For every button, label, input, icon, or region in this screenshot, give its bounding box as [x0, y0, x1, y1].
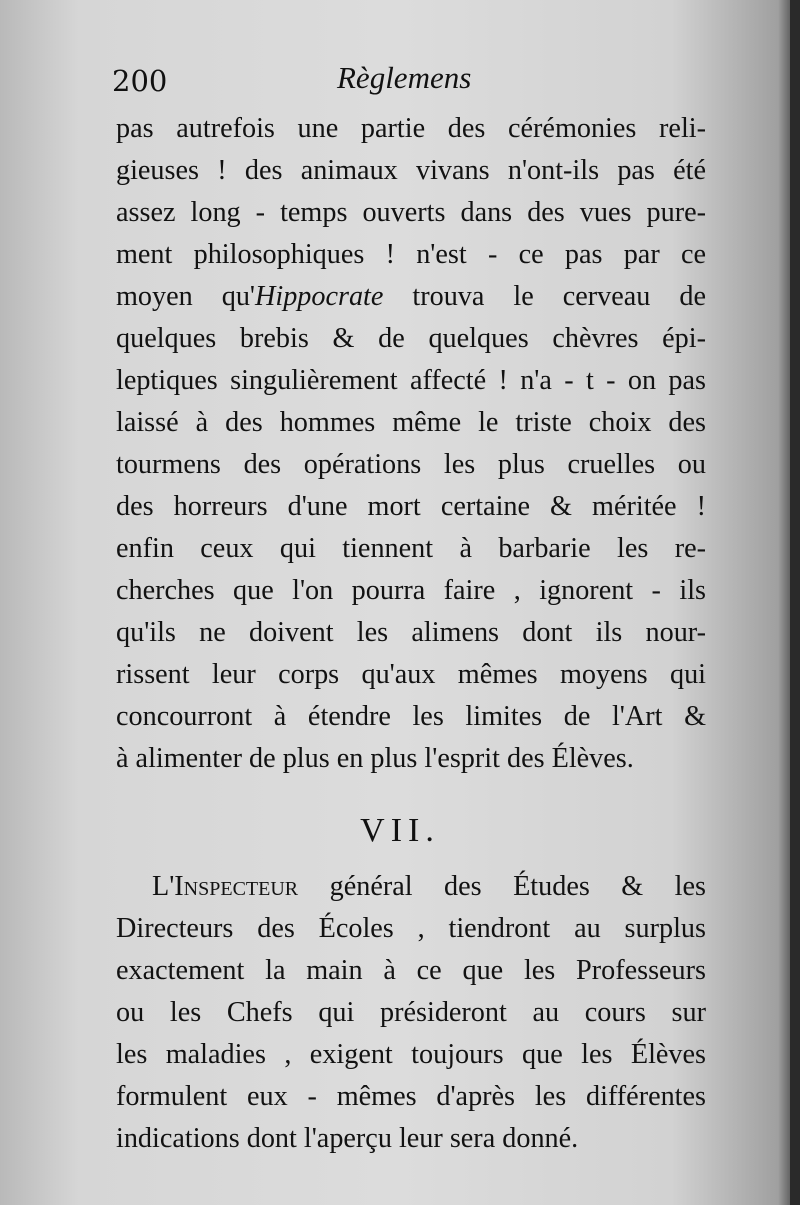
page-edge-shadow — [778, 0, 790, 1205]
text-line: exactement la main à ce que les Professeurs — [116, 955, 706, 986]
running-title: Règlemens — [337, 60, 472, 95]
text-line: enfin ceux qui tiennent à barbarie les re- — [116, 533, 706, 564]
text-line: indications dont l'aperçu leur sera donné. — [116, 1123, 579, 1154]
text-line: leptiques singulièrement affecté ! n'a - t - on pas — [116, 365, 706, 396]
text-line: laissé à des hommes même le triste choix des — [116, 407, 706, 438]
text-line: des horreurs d'une mort certaine & méritée ! — [116, 491, 706, 522]
page-number: 200 — [112, 64, 168, 98]
text-line: pas autrefois une partie des cérémonies reli- — [116, 113, 706, 144]
text-line: qu'ils ne doivent les alimens dont ils nour- — [116, 617, 706, 648]
text-line: assez long - temps ouverts dans des vues pure- — [116, 197, 706, 228]
paragraph-one — [116, 108, 706, 780]
text-line: formulent eux - mêmes d'après les différentes — [116, 1081, 706, 1112]
text-fragment: moyen qu'Hippocrate trouva le cerveau de — [116, 281, 706, 312]
text-line: concourront à étendre les limites de l'Art & — [116, 701, 706, 732]
text-line: ment philosophiques ! n'est - ce pas par ce — [116, 239, 706, 270]
text-line — [116, 866, 706, 908]
italic-name: Hippocrate — [255, 281, 384, 312]
text-fragment: général des Études & les — [298, 871, 706, 902]
text-line: cherches que l'on pourra faire , ignorent - ils — [116, 575, 706, 606]
page-header — [112, 60, 712, 104]
text-line-with-italic — [116, 276, 706, 318]
section-number: VII. — [360, 812, 440, 849]
text-line: ou les Chefs qui présideront au cours sur — [116, 997, 706, 1028]
text-line: tourmens des opérations les plus cruelles ou — [116, 449, 706, 480]
text-line: quelques brebis & de quelques chèvres épi- — [116, 323, 706, 354]
text-line: à alimenter de plus en plus l'esprit des Élèves. — [116, 743, 634, 774]
text-line: rissent leur corps qu'aux mêmes moyens qui — [116, 659, 706, 690]
paragraph-two — [116, 866, 706, 1160]
lead-word: L'Inspecteur — [152, 871, 299, 902]
text-line: Directeurs des Écoles , tiendront au surplus — [116, 913, 706, 944]
text-line: gieuses ! des animaux vivans n'ont-ils pas été — [116, 155, 706, 186]
text-line: les maladies , exigent toujours que les Élèves — [116, 1039, 706, 1070]
